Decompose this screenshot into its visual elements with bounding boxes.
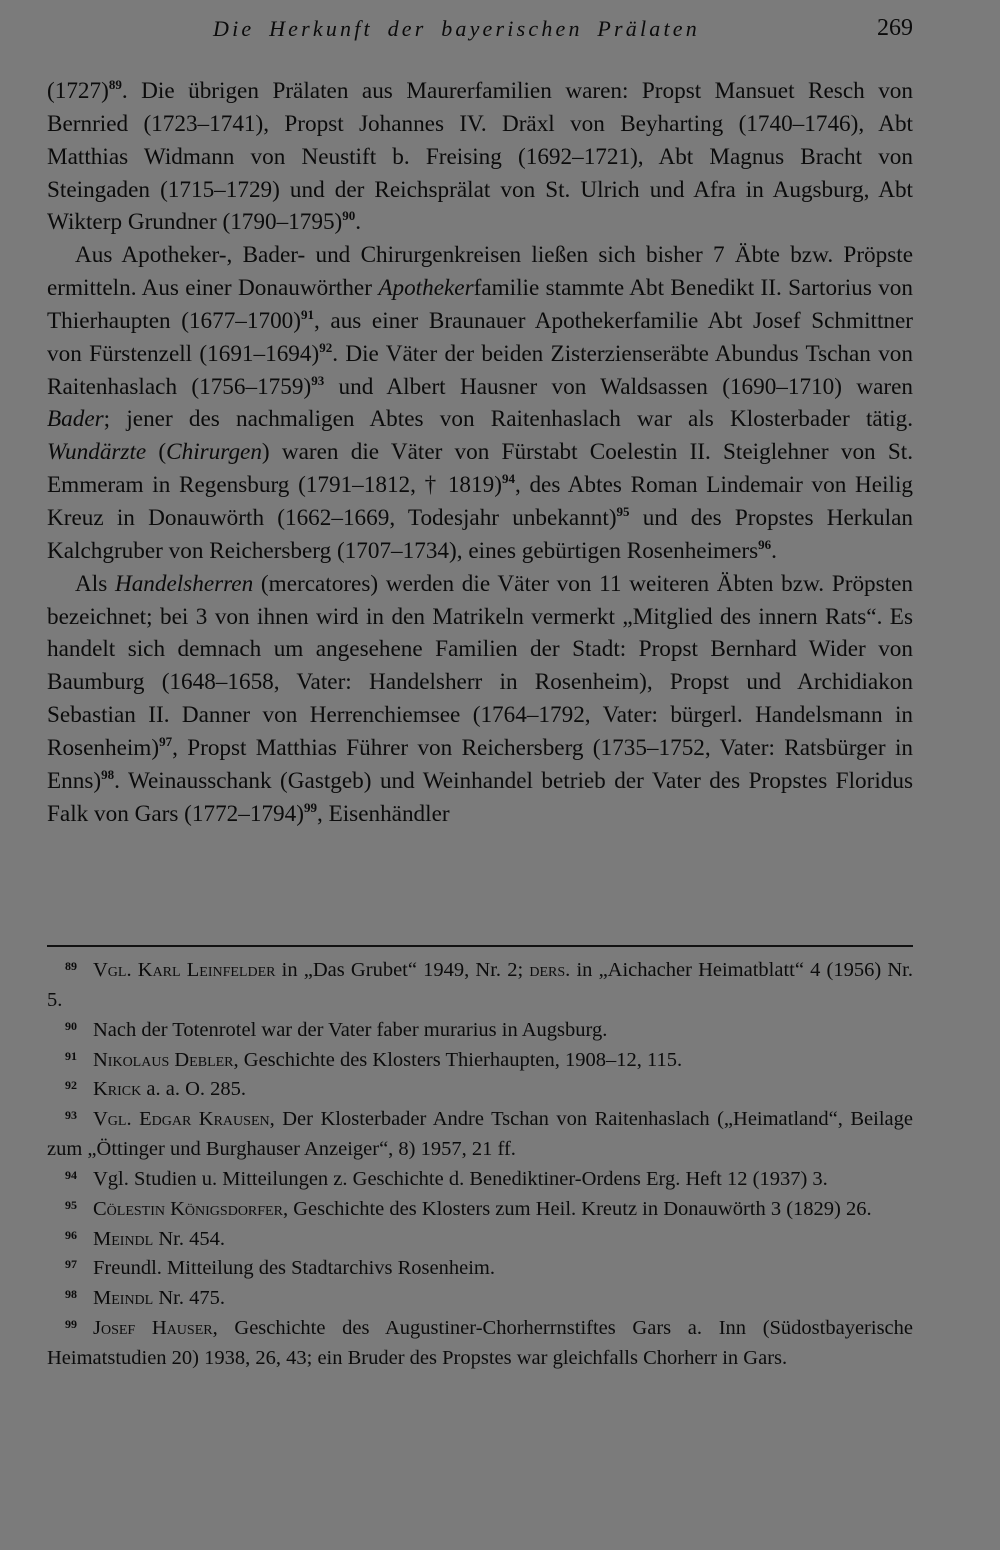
italic-term: Bader (47, 406, 104, 433)
footnote-text: Nr. 475. (153, 1287, 225, 1310)
text-span: (mercatores) werden die Väter von 11 weiteren Äbten bzw. Pröpsten bezeichnet; bei 3 von ihnen wird in den Matrikeln vermerkt „Mitglied des innern Rats“. Es handelt sich demnach um angesehene Familien der Stadt: Propst Bernhard Wider von Baumburg (1648–1658, Vater: Handelsherr in Rosenheim), Propst und Archidiakon Sebastian II. Danner von Herrenchiemsee (1764–1792, Vater: bürgerl. Handelsmann in Rosenheim) (47, 570, 913, 761)
author-name: Krick (93, 1078, 142, 1101)
text-span: , aus einer Braunauer Apothekerfamilie Abt Josef Schmittner von Fürstenzell (1691–1694) (47, 307, 914, 367)
footnote-text: a. a. O. 285. (141, 1078, 247, 1101)
footnote-ref-97: 97 (159, 733, 173, 749)
footnote: 96 Meindl Nr. 454. (65, 1227, 225, 1250)
footnote: 93 Vgl. Edgar Krausen, Der Klosterbader Andre Tschan von Raitenhaslach („Heimatland“, Beilage zum „Öttinger und Burghauser Anzeiger“, 8) 1957, 21 ff. (47, 1108, 913, 1161)
text-span: und des Propstes Herkulan Kalchgruber von Reichersberg (1707–1734), eines gebürtigen Rosenheimers (47, 504, 913, 564)
text-span: . Die übrigen Prälaten aus Maurerfamilien waren: Propst Mansuet Resch von Bernried (1723–1741), Propst Johannes IV. Dräxl von Beyharting (1740–1746), Abt Matthias Widmann von Neustift b. Freising (1692–1721), Abt Magnus Bracht von Steingaden (1715–1729) und der Reichsprälat von St. Ulrich und Afra in Augsburg, Abt Wikterp Grundner (1790–1795) (47, 78, 913, 236)
footnote-ref-99: 99 (303, 799, 317, 815)
footnote-ref-91: 91 (301, 306, 315, 322)
footnote-text: in „Aichacher Heimatblatt“ 4 (1956) Nr. 5. (47, 959, 913, 1011)
footnote-ref-96: 96 (758, 536, 772, 552)
footnote-text: , Der Klosterbader Andre Tschan von Raitenhaslach („Heimatland“, Beilage zum „Öttinger und Burghauser Anzeiger“, 8) 1957, 21 ff. (47, 1108, 913, 1161)
footnote-text: , Geschichte des Augustiner-Chorherrnstiftes Gars a. Inn (Südostbayerische Heimatstudien 20) 1938, 26, 43; ein Bruder des Propstes war gleichfalls Chorherr in Gars. (47, 1317, 913, 1369)
footnote-text: , Geschichte des Klosters zum Heil. Kreutz in Donauwörth 3 (1829) 26. (282, 1197, 872, 1220)
footnote: 91 Nikolaus Debler, Geschichte des Klosters Thierhaupten, 1908–12, 115. (65, 1048, 683, 1071)
text-span: und Albert Hausner von Waldsassen (1690–1710) waren (324, 373, 913, 400)
footnote-text: , Geschichte des Klosters Thierhaupten, 1908–12, 115. (233, 1048, 683, 1071)
italic-term: Apotheker (378, 275, 474, 302)
text-span: Aus Apotheker-, Bader- und Chirurgenkreisen ließen sich bisher 7 Äbte bzw. Pröpste ermitteln. Aus einer Donauwörther (47, 242, 913, 302)
footnote-ref-89: 89 (108, 77, 122, 92)
footnote-ref-93: 93 (311, 372, 325, 388)
author-name: Meindl (93, 1227, 154, 1250)
italic-term: Handelsherren (114, 570, 254, 597)
paragraph-2 (47, 239, 913, 567)
author-name: ders. (529, 959, 571, 981)
footnote: 89 Vgl. Karl Leinfelder in „Das Grubet“ 1949, Nr. 2; ders. in „Aichacher Heimatblatt“ 4 (1956) Nr. 5. (47, 959, 913, 1011)
footnote: 90 Nach der Totenrotel war der Vater faber murarius in Augsburg. (65, 1018, 608, 1041)
text-span: (1727) (47, 78, 109, 104)
author-name: Vgl. Edgar Krausen (93, 1108, 270, 1131)
text-span: , des Abtes Roman Lindemair von Heilig Kreuz in Donauwörth (1662–1669, Todesjahr unbekannt) (47, 472, 913, 531)
running-header (47, 12, 913, 46)
text-span: , Eisenhändler (316, 800, 450, 827)
footnote: 97 Freundl. Mitteilung des Stadtarchivs Rosenheim. (65, 1257, 495, 1280)
footnote-text: Nach der Totenrotel war der Vater faber murarius in Augsburg. (93, 1018, 608, 1041)
footnote: 92 Krick a. a. O. 285. (65, 1078, 247, 1101)
footnote-ref-98: 98 (101, 766, 115, 782)
italic-term: Chirurgen (166, 439, 262, 466)
text-span: ( (146, 439, 167, 466)
text-span: . Weinausschank (Gastgeb) und Weinhandel betrieb der Vater des Propstes Floridus Falk von Gars (1772–1794) (47, 767, 913, 827)
text-span: . (771, 537, 777, 564)
paragraph-3 (47, 568, 913, 831)
page-number: 269 (877, 15, 913, 41)
footnotes (47, 956, 913, 1374)
author-name: Meindl (93, 1287, 154, 1310)
text-span: , Propst Matthias Führer von Reichersberg (1735–1752, Vater: Ratsbürger in Enns) (47, 734, 913, 794)
author-name: Josef Hauser (93, 1317, 213, 1340)
author-name: Nikolaus Debler (93, 1048, 234, 1071)
footnote-text: Vgl. Studien u. Mitteilungen z. Geschichte d. Benediktiner-Ordens Erg. Heft 12 (1937) 3. (93, 1167, 828, 1190)
footnote: 94 Vgl. Studien u. Mitteilungen z. Geschichte d. Benediktiner-Ordens Erg. Heft 12 (1937) 3. (65, 1167, 828, 1190)
footnote: 98 Meindl Nr. 475. (65, 1287, 225, 1310)
text-span: ; jener des nachmaligen Abtes von Raitenhaslach war als Klosterbader tätig. (103, 406, 913, 433)
footnote-ref-94: 94 (501, 471, 515, 487)
footnote-ref-90: 90 (342, 208, 356, 224)
footnote: 95 Cölestin Königsdorfer, Geschichte des Klosters zum Heil. Kreutz in Donauwörth 3 (1829) 26. (65, 1197, 872, 1220)
footnote-text: in „Das Grubet“ 1949, Nr. 2; (275, 959, 530, 981)
paragraph-1 (47, 75, 913, 239)
text-span: Als (75, 570, 115, 597)
main-text (47, 75, 913, 830)
footnote-text: Freundl. Mitteilung des Stadtarchivs Rosenheim. (93, 1257, 495, 1280)
text-span: . (355, 209, 362, 236)
author-name: Cölestin Königsdorfer (93, 1197, 283, 1220)
italic-term: Wundärzte (47, 439, 147, 466)
text-span: familie stammte Abt Benedikt II. Sartorius von Thierhaupten (1677–1700) (47, 275, 913, 334)
footnote-ref-95: 95 (616, 503, 630, 519)
footnote-separator (47, 945, 913, 947)
text-span: . Die Väter der beiden Zisterzienseräbte Abundus Tschan von Raitenhaslach (1756–1759) (47, 340, 913, 400)
text-span: ) waren die Väter von Fürstabt Coelestin II. Steiglehner von St. Emmeram in Regensburg (1791–1812, † 1819) (47, 439, 913, 499)
footnote-text: Nr. 454. (153, 1227, 225, 1250)
author-name: Vgl. Karl Leinfelder (93, 959, 276, 981)
footnote-ref-92: 92 (319, 339, 333, 355)
running-title: Die Herkunft der bayerischen Prälaten (213, 16, 700, 41)
footnote: 99 Josef Hauser, Geschichte des Augustiner-Chorherrnstiftes Gars a. Inn (Südostbayerische Heimatstudien 20) 1938, 26, 43; ein Bruder des Propstes war gleichfalls Chorherr in Gars. (47, 1317, 913, 1369)
